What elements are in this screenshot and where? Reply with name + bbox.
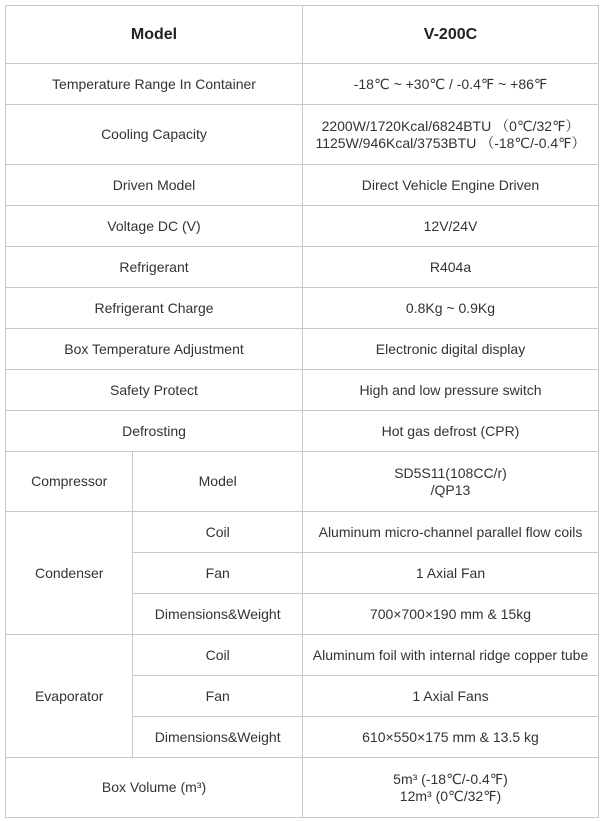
row-value: Hot gas defrost (CPR): [302, 411, 598, 452]
row-label: Box Temperature Adjustment: [6, 329, 303, 370]
row-value: 0.8Kg ~ 0.9Kg: [302, 288, 598, 329]
compressor-model-line: SD5S11(108CC/r): [394, 464, 507, 481]
sub-label: Fan: [133, 676, 303, 717]
row-value: [302, 758, 598, 818]
box-volume-line: 12m³ (0℃/32℉): [399, 787, 502, 804]
row-label: Defrosting: [6, 411, 303, 452]
table-row: [6, 64, 599, 105]
header-label: Model: [6, 6, 303, 64]
sub-label: Dimensions&Weight: [133, 717, 303, 758]
group-label-condenser: Condenser: [6, 512, 133, 635]
sub-label: Dimensions&Weight: [133, 594, 303, 635]
table-row: [6, 206, 599, 247]
table-row: [6, 165, 599, 206]
cooling-capacity-line: 2200W/1720Kcal/6824BTU （0℃/32℉）: [321, 117, 580, 134]
row-label: Refrigerant: [6, 247, 303, 288]
row-value: [302, 452, 598, 512]
row-value: [302, 105, 598, 165]
row-value: 700×700×190 mm & 15kg: [302, 594, 598, 635]
cooling-capacity-line: 1125W/946Kcal/3753BTU （-18℃/-0.4℉）: [315, 134, 586, 151]
table-row: [6, 329, 599, 370]
table-row: [6, 758, 599, 818]
row-label: Driven Model: [6, 165, 303, 206]
box-volume-line: 5m³ (-18℃/-0.4℉): [393, 770, 508, 787]
table-header-row: [6, 6, 599, 64]
row-value: Electronic digital display: [302, 329, 598, 370]
row-value: -18℃ ~ +30℃ / -0.4℉ ~ +86℉: [302, 64, 598, 105]
spec-table: [5, 5, 599, 818]
sub-label: Coil: [133, 512, 303, 553]
row-value: 1 Axial Fan: [302, 553, 598, 594]
table-row: [6, 512, 599, 553]
row-value: R404a: [302, 247, 598, 288]
row-label: Box Volume (m³): [6, 758, 303, 818]
sub-label: Fan: [133, 553, 303, 594]
row-label: Cooling Capacity: [6, 105, 303, 165]
group-label-compressor: Compressor: [6, 452, 133, 512]
row-value: 610×550×175 mm & 13.5 kg: [302, 717, 598, 758]
row-label: Voltage DC (V): [6, 206, 303, 247]
row-value: 12V/24V: [302, 206, 598, 247]
header-model-value: V-200C: [302, 6, 598, 64]
table-row: [6, 370, 599, 411]
table-row: [6, 288, 599, 329]
compressor-model-line: /QP13: [430, 481, 471, 498]
table-row: [6, 635, 599, 676]
table-row: [6, 411, 599, 452]
sub-label: Model: [133, 452, 303, 512]
group-label-evaporator: Evaporator: [6, 635, 133, 758]
row-value: Direct Vehicle Engine Driven: [302, 165, 598, 206]
row-value: Aluminum micro-channel parallel flow coils: [302, 512, 598, 553]
table-row: [6, 247, 599, 288]
row-value: Aluminum foil with internal ridge copper tube: [302, 635, 598, 676]
table-row: [6, 105, 599, 165]
row-label: Temperature Range In Container: [6, 64, 303, 105]
row-label: Refrigerant Charge: [6, 288, 303, 329]
row-value: 1 Axial Fans: [302, 676, 598, 717]
row-label: Safety Protect: [6, 370, 303, 411]
table-row: [6, 452, 599, 512]
sub-label: Coil: [133, 635, 303, 676]
row-value: High and low pressure switch: [302, 370, 598, 411]
